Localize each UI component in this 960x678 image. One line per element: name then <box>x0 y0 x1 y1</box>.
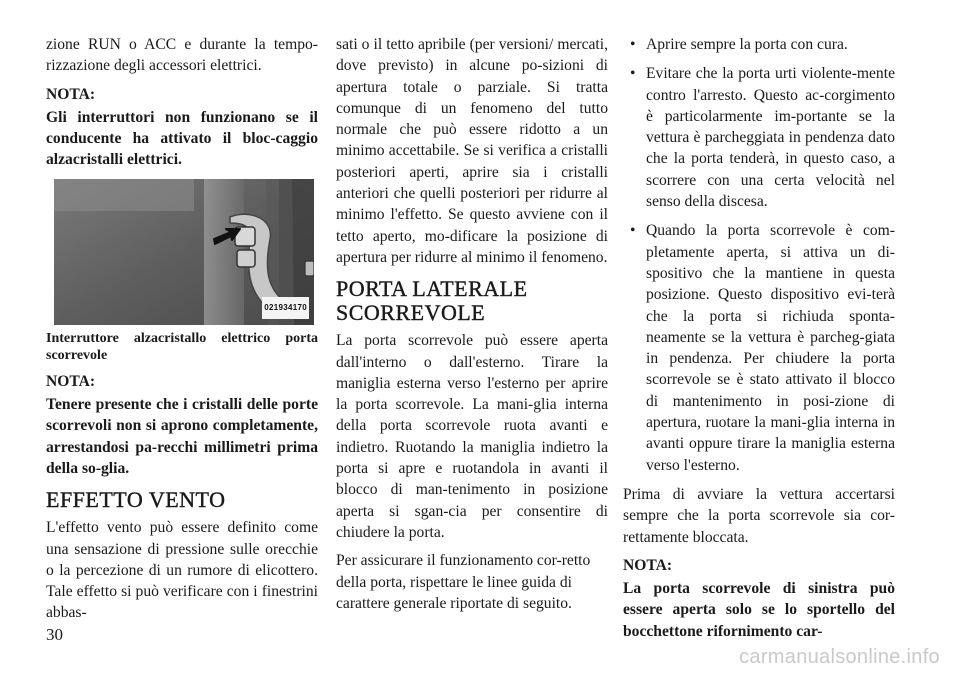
door-switch-figure <box>54 179 314 325</box>
section-heading-effetto-vento: EFFETTO VENTO <box>46 487 226 513</box>
page-number: 30 <box>46 625 63 644</box>
paragraph-continued: sati o il tetto apribile (per versioni/ mercati, dove previsto) in alcune po-sizioni di apertura totale o parziale. Si tratta comunque di un fenomeno del tutto normale che può essere ridotto a un minimo accettabile. Se si verifica a cristalli posteriori aperti, aprire sia i cristalli anteriori che quelli posteriori per ridurre al minimo l'effetto. Se questo avviene con il tetto aperto, mo-dificare la posizione di apertura per ridurre al minimo il fenomeno. <box>336 36 608 266</box>
column-right <box>623 34 895 649</box>
note-text: Gli interruttori non funzionano se il conducente ha attivato il bloc-caggio alzacristalli elettrici. <box>46 108 318 169</box>
guidelines-list <box>623 34 895 476</box>
note-label: NOTA: <box>46 372 96 390</box>
section-heading-porta-laterale: PORTA LATERALE SCORREVOLE <box>336 276 528 326</box>
figure-code: 021934170 <box>262 297 309 318</box>
list-item: • Evitare che la porta urti violente-mente contro l'arresto. Questo ac-corgimento è particolarmente im-portante se la vettura è parcheggiata in pendenza dato che la porta tenderà, in questo caso, a scorrere con una certa velocità nel senso della discesa. <box>623 63 895 212</box>
list-item: • Quando la porta scorrevole è com-pletamente aperta, si attiva un di-spositivo che la mantiene in questa posizione. Questo dispositivo evi-terà che la porta si richiuda sponta-neamente se la vettura è parcheg-giata in pendenza. Per chiudere la porta scorrevole se è stato attivato il blocco di mantenimento in posi-zione di apertura, ruotare la mani-glia interna in avanti oppure tirare la maniglia esterna verso l'esterno. <box>623 220 895 476</box>
paragraph-continued: zione RUN o ACC e durante la tempo-rizzazione degli accessori elettrici. <box>46 36 318 75</box>
paragraph: Prima di avviare la vettura accertarsi sempre che la porta scorrevole sia cor-rettamente bloccata. <box>623 485 895 546</box>
list-item: • Aprire sempre la porta con cura. <box>623 34 895 55</box>
watermark: carmanualsonline.info <box>739 646 940 668</box>
column-left <box>46 34 318 631</box>
note-label: NOTA: <box>623 556 673 574</box>
paragraph: L'effetto vento può essere definito come una sensazione di pressione sulle orecchie o la percezione di un rumore di elicottero. Tale effetto si può verificare con i finestrini abbas- <box>46 519 318 622</box>
column-middle <box>336 34 608 621</box>
paragraph: La porta scorrevole può essere aperta dall'interno o dall'esterno. Tirare la maniglia esterna verso l'esterno per aprire la porta scorrevole. La mani-glia interna della porta scorrevole ruota avanti e indietro. Ruotando la maniglia indietro la porta si apre e ruotandola in avanti il blocco di man-tenimento in posizione aperta si sgan-cia per consentire di chiudere la porta. <box>336 332 608 541</box>
note-text: La porta scorrevole di sinistra può essere aperta solo se lo sportello del bocchettone rifornimento car- <box>623 580 895 640</box>
figure-caption: Interruttore alzacristallo elettrico porta scorrevole <box>46 330 318 363</box>
note-text: Tenere presente che i cristalli delle porte scorrevoli non si aprono completamente, arrestandosi pa-recchi millimetri prima della so-glia. <box>46 396 318 477</box>
paragraph: Per assicurare il funzionamento cor-retto della porta, rispettare le linee guida di carattere generale riportate di seguito. <box>336 552 591 612</box>
note-label: NOTA: <box>46 85 96 103</box>
